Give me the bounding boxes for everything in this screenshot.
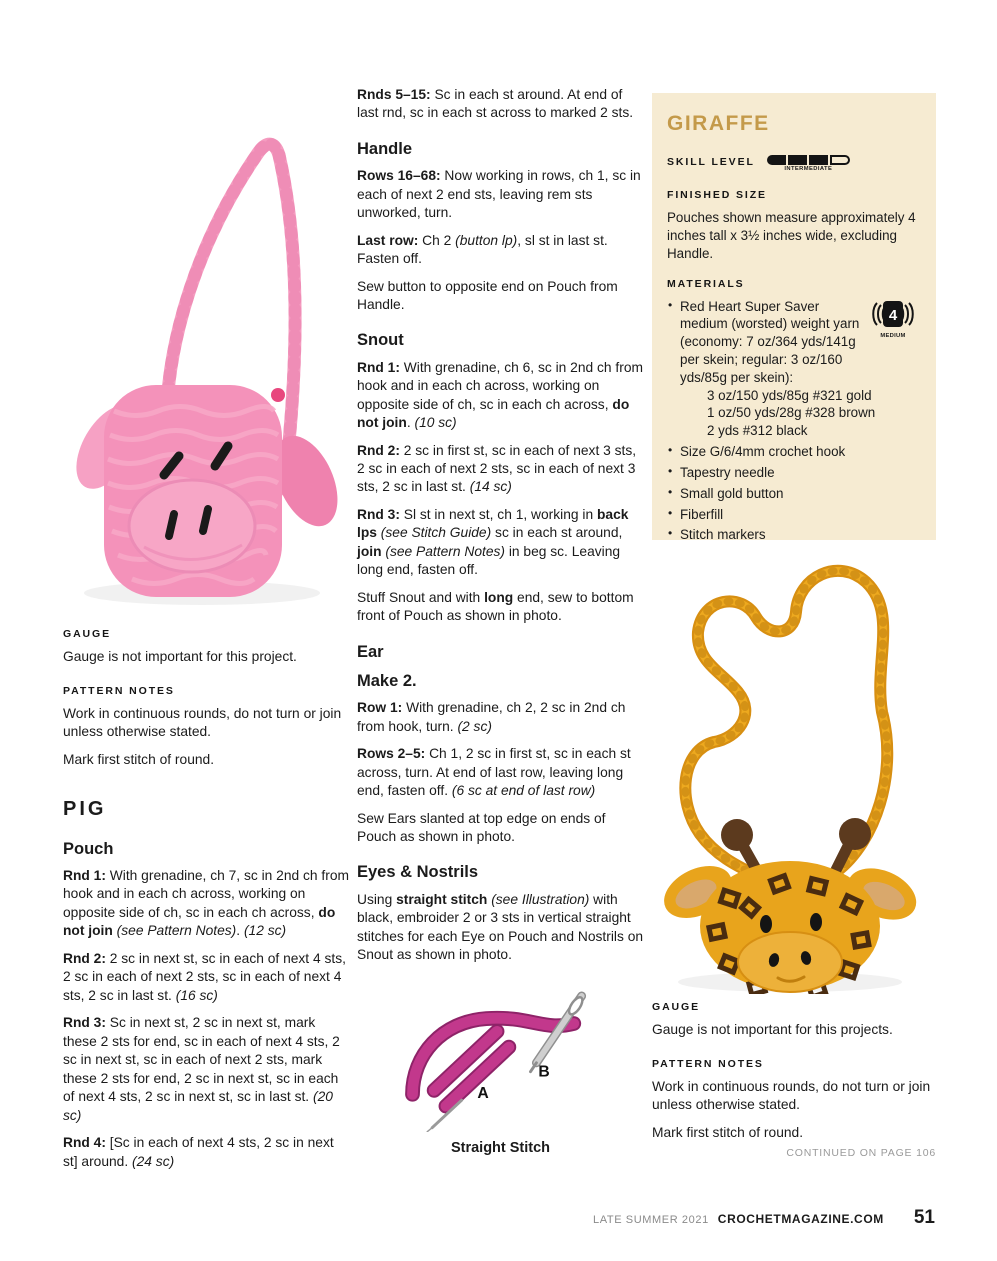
pig-section-heading: PIG bbox=[63, 798, 107, 821]
finished-size-text: Pouches shown measure approximately 4 inches tall x 3½ inches wide, excluding Handle. bbox=[667, 210, 916, 261]
pig-nostril-left bbox=[169, 514, 174, 536]
ear-heading: Ear bbox=[357, 642, 384, 661]
material-item: • Stitch markers bbox=[667, 526, 921, 544]
gauge-text: Gauge is not important for this project. bbox=[63, 649, 297, 665]
issue-date: LATE SUMMER 2021 bbox=[593, 1214, 709, 1226]
pattern-step: Row 1: With grenadine, ch 2, 2 sc in 2nd ch from hook, turn. (2 sc) bbox=[357, 700, 626, 734]
pattern-notes-heading: PATTERN NOTES bbox=[652, 1057, 764, 1070]
yarn-description: • Red Heart Super Saver medium (worsted) weight yarn (economy: 7 oz/364 yds/141g per skein; regular: 3 oz/160 yds/85g per skein): bbox=[680, 298, 860, 385]
page-footer bbox=[593, 1207, 935, 1229]
material-item-yarn bbox=[667, 298, 921, 441]
pattern-step: Rnds 5–15: Sc in each st around. At end of last rnd, sc in each st across to marked 2 sts. bbox=[357, 87, 634, 121]
materials-list bbox=[667, 298, 921, 545]
middle-column bbox=[357, 86, 644, 1158]
pattern-step: Sew Ears slanted at top edge on ends of Pouch as shown in photo. bbox=[357, 810, 606, 844]
yarn-weight-label: MEDIUM bbox=[880, 333, 906, 340]
continued-on-page: CONTINUED ON PAGE 106 bbox=[786, 1147, 936, 1160]
gauge-heading: GAUGE bbox=[652, 1001, 701, 1013]
pattern-notes-text: Work in continuous rounds, do not turn or join unless otherwise stated. bbox=[63, 705, 342, 740]
straight-stitch-illustration bbox=[383, 974, 619, 1159]
pattern-notes-text: Mark first stitch of round. bbox=[652, 1124, 804, 1140]
skill-level-value: INTERMEDIATE bbox=[784, 166, 833, 173]
pattern-step: Using straight stitch (see Illustration) with black, embroider 2 or 3 sts in vertical straight stitches for each Eye on Pouch and Nostrils on Snout as shown in photo. bbox=[357, 891, 644, 963]
pig-nostril-right bbox=[203, 509, 208, 531]
magazine-site: CROCHETMAGAZINE.COM bbox=[717, 1212, 884, 1226]
giraffe-eye-right bbox=[810, 913, 822, 931]
illustration-caption: Straight Stitch bbox=[450, 1140, 551, 1157]
pattern-step: Last row: Ch 2 (button lp), sl st in last st. Fasten off. bbox=[357, 232, 608, 267]
page-number: 51 bbox=[913, 1207, 935, 1228]
pattern-step: Stuff Snout and with long end, sew to bottom front of Pouch as shown in photo. bbox=[357, 589, 634, 624]
pattern-step: Rnd 3: Sc in next st, 2 sc in next st, mark these 2 sts for end, sc in each of next 4 sts, 2 sc in next st, sc in each of next 2 sts, mark these 2 sts for end, 2 sc in next st, sc in each of next 4 sts, 2 sc in next st, sc in last st. (20 sc) bbox=[63, 1015, 340, 1123]
skill-level-icon bbox=[767, 155, 850, 174]
pattern-step: Rnd 2: 2 sc in first st, sc in each of next 3 sts, 2 sc in each of next 2 sts, sc in each of next 3 sts, 2 sc in last st. (14 sc) bbox=[357, 442, 637, 495]
pouch-heading: Pouch bbox=[63, 839, 114, 858]
material-item: • Fiberfill bbox=[667, 506, 921, 524]
pig-button bbox=[271, 388, 285, 402]
giraffe-info-box bbox=[652, 93, 936, 543]
eyes-nostrils-heading: Eyes & Nostrils bbox=[357, 863, 479, 882]
pattern-step: Rows 16–68: Now working in rows, ch 1, sc in each of next 2 end sts, leaving rem sts unworked, turn. bbox=[357, 168, 641, 221]
pattern-notes-text: Mark first stitch of round. bbox=[63, 751, 215, 767]
material-item: • Small gold button bbox=[667, 485, 921, 503]
pattern-step: Rnd 4: [Sc in each of next 4 sts, 2 sc in next st] around. (24 sc) bbox=[63, 1135, 334, 1169]
gauge-text: Gauge is not important for this projects. bbox=[652, 1022, 893, 1038]
skill-level-label: SKILL LEVEL bbox=[667, 155, 755, 168]
snout-heading: Snout bbox=[357, 331, 404, 350]
pattern-step: Rnd 2: 2 sc in next st, sc in each of next 4 sts, 2 sc in each of next 2 sts, sc in each of next 4 sts, 2 sc in last st. (16 sc) bbox=[63, 950, 346, 1003]
giraffe-pouch-photo bbox=[638, 542, 940, 994]
stitch-label-a: A bbox=[476, 1084, 489, 1102]
needle-icon bbox=[530, 995, 584, 1072]
yarn-line: 3 oz/150 yds/85g #321 gold bbox=[707, 387, 872, 403]
material-item: • Tapestry needle bbox=[667, 464, 921, 482]
pattern-notes-text: Work in continuous rounds, do not turn or join unless otherwise stated. bbox=[652, 1078, 931, 1113]
pattern-step: Rnd 1: With grenadine, ch 6, sc in 2nd ch from hook and in each ch across, working on opposite side of ch, sc in each ch across, do not join. (10 sc) bbox=[357, 359, 644, 431]
make2-heading: Make 2. bbox=[357, 671, 417, 690]
yarn-line: 1 oz/50 yds/28g #328 brown bbox=[707, 405, 876, 421]
yarn-line: 2 yds #312 black bbox=[707, 423, 808, 439]
right-column bbox=[652, 1000, 936, 1160]
yarn-weight-icon bbox=[867, 299, 919, 342]
yarn-weight-number: 4 bbox=[888, 306, 898, 324]
left-column bbox=[63, 627, 350, 1180]
straight-stitch-diagram bbox=[383, 974, 619, 1132]
giraffe-section-heading: GIRAFFE bbox=[667, 112, 770, 135]
pattern-step: Rows 2–5: Ch 1, 2 sc in first st, sc in each st across, turn. At end of last row, leaving long end, fasten off. (6 sc at end of last row) bbox=[357, 746, 631, 799]
finished-size-heading: FINISHED SIZE bbox=[667, 189, 767, 202]
pattern-notes-heading: PATTERN NOTES bbox=[63, 684, 175, 697]
pig-pouch-photo bbox=[52, 85, 352, 613]
giraffe-muzzle bbox=[738, 932, 842, 992]
gauge-heading: GAUGE bbox=[63, 628, 112, 640]
pattern-step: Rnd 3: Sl st in next st, ch 1, working in back lps (see Stitch Guide) sc in each st around, join (see Pattern Notes) in beg sc. Leaving long end, fasten off. bbox=[357, 506, 629, 578]
pattern-step: Sew button to opposite end on Pouch from Handle. bbox=[357, 278, 618, 312]
stitch-label-b: B bbox=[537, 1063, 550, 1081]
pattern-step: Rnd 1: With grenadine, ch 7, sc in 2nd ch from hook and in each ch across, working on opposite side of ch, sc in each ch across, do not join (see Pattern Notes). (12 sc) bbox=[63, 867, 350, 939]
material-item: • Size G/6/4mm crochet hook bbox=[667, 443, 921, 461]
giraffe-eye-left bbox=[760, 915, 772, 933]
materials-heading: MATERIALS bbox=[667, 277, 745, 290]
handle-heading: Handle bbox=[357, 139, 413, 158]
